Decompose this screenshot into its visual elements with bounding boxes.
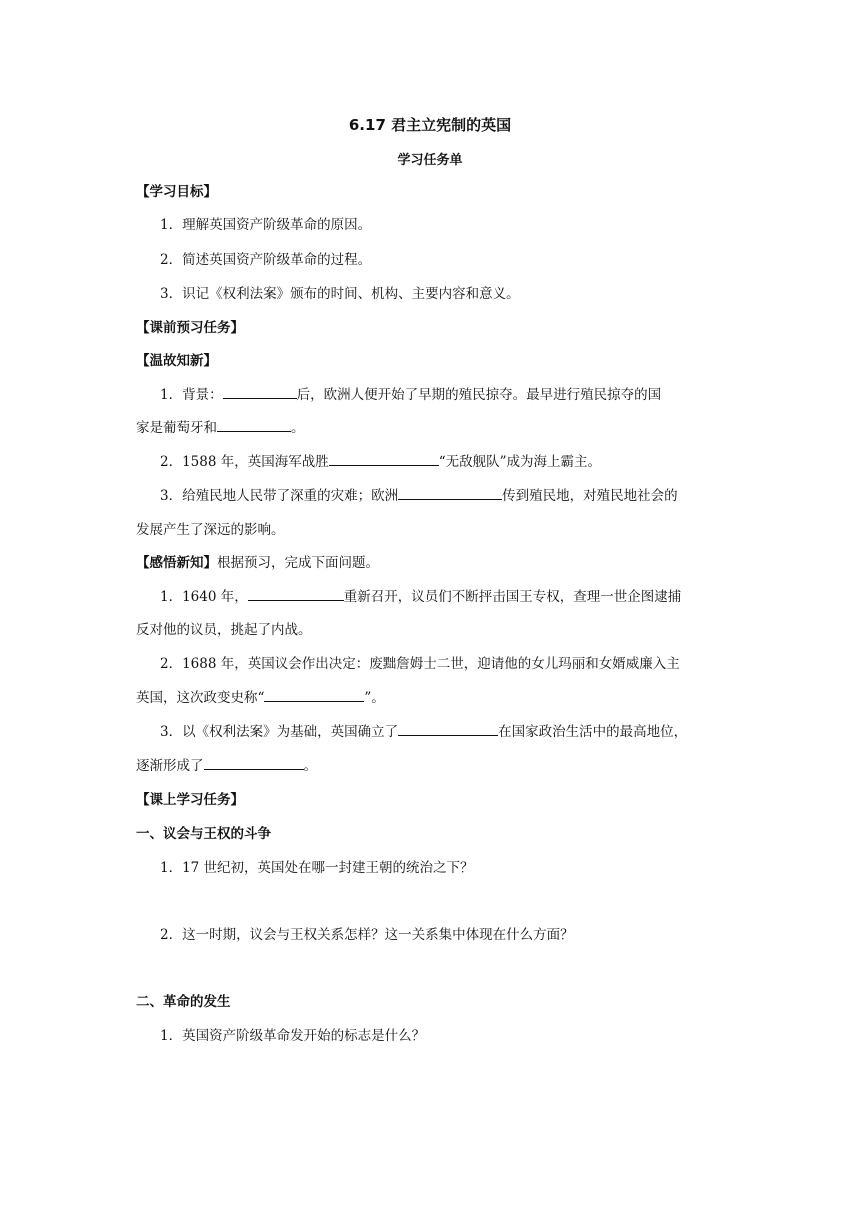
new-question-1-cont: 反对他的议员，挑起了内战。 <box>136 622 312 638</box>
review-question-1: 1．背景： 后，欧洲人便开始了早期的殖民掠夺。最早进行殖民掠夺的国 <box>160 383 661 403</box>
review-question-3: 3．给殖民地人民带了深重的灾难；欧洲 传到殖民地，对殖民地社会的 <box>160 484 678 504</box>
objective-item: 1．理解英国资产阶级革命的原因。 <box>160 217 372 233</box>
new-knowledge-heading: 【感悟新知】根据预习，完成下面问题。 <box>136 555 379 571</box>
new-question-2-cont: 英国，这次政变史称“ ”。 <box>136 686 385 706</box>
section-1-question-2: 2．这一时期，议会与王权关系怎样？这一关系集中体现在什么方面？ <box>160 927 574 943</box>
review-question-1-cont: 家是葡萄牙和 。 <box>136 416 305 436</box>
new-question-1: 1．1640 年， 重新召开，议员们不断抨击国王专权，查理一世企图逮捕 <box>160 585 681 605</box>
answer-blank[interactable] <box>398 721 498 736</box>
preview-heading: 【课前预习任务】 <box>136 320 244 336</box>
review-question-3-cont: 发展产生了深远的影响。 <box>136 522 285 538</box>
section-2-question-1: 1．英国资产阶级革命发开始的标志是什么？ <box>160 1028 426 1044</box>
objective-item: 3．识记《权利法案》颁布的时间、机构、主要内容和意义。 <box>160 286 520 302</box>
answer-blank[interactable] <box>223 384 297 399</box>
section-2-heading: 二、革命的发生 <box>136 994 231 1010</box>
answer-blank[interactable] <box>398 485 502 500</box>
answer-blank[interactable] <box>264 687 364 702</box>
answer-blank[interactable] <box>217 417 291 432</box>
objectives-heading: 【学习目标】 <box>136 184 217 200</box>
objective-item: 2．简述英国资产阶级革命的过程。 <box>160 252 372 268</box>
answer-blank[interactable] <box>248 586 344 601</box>
section-1-question-1: 1．17 世纪初，英国处在哪一封建王朝的统治之下？ <box>160 860 474 876</box>
review-heading: 【温故知新】 <box>136 353 217 369</box>
page-subtitle: 学习任务单 <box>397 153 463 168</box>
new-question-2: 2．1688 年，英国议会作出决定：废黜詹姆士二世，迎请他的女儿玛丽和女婿威廉入主 <box>160 656 680 672</box>
inclass-heading: 【课上学习任务】 <box>136 792 244 808</box>
page-title: 6.17 君主立宪制的英国 <box>348 116 512 134</box>
section-1-heading: 一、议会与王权的斗争 <box>136 826 271 842</box>
review-question-2: 2．1588 年，英国海军战胜 “无敌舰队”成为海上霸主。 <box>160 450 601 470</box>
new-question-3: 3．以《权利法案》为基础，英国确立了 在国家政治生活中的最高地位， <box>160 720 687 740</box>
new-question-3-cont: 逐渐形成了 。 <box>136 754 317 774</box>
answer-blank[interactable] <box>329 451 439 466</box>
answer-blank[interactable] <box>204 755 304 770</box>
